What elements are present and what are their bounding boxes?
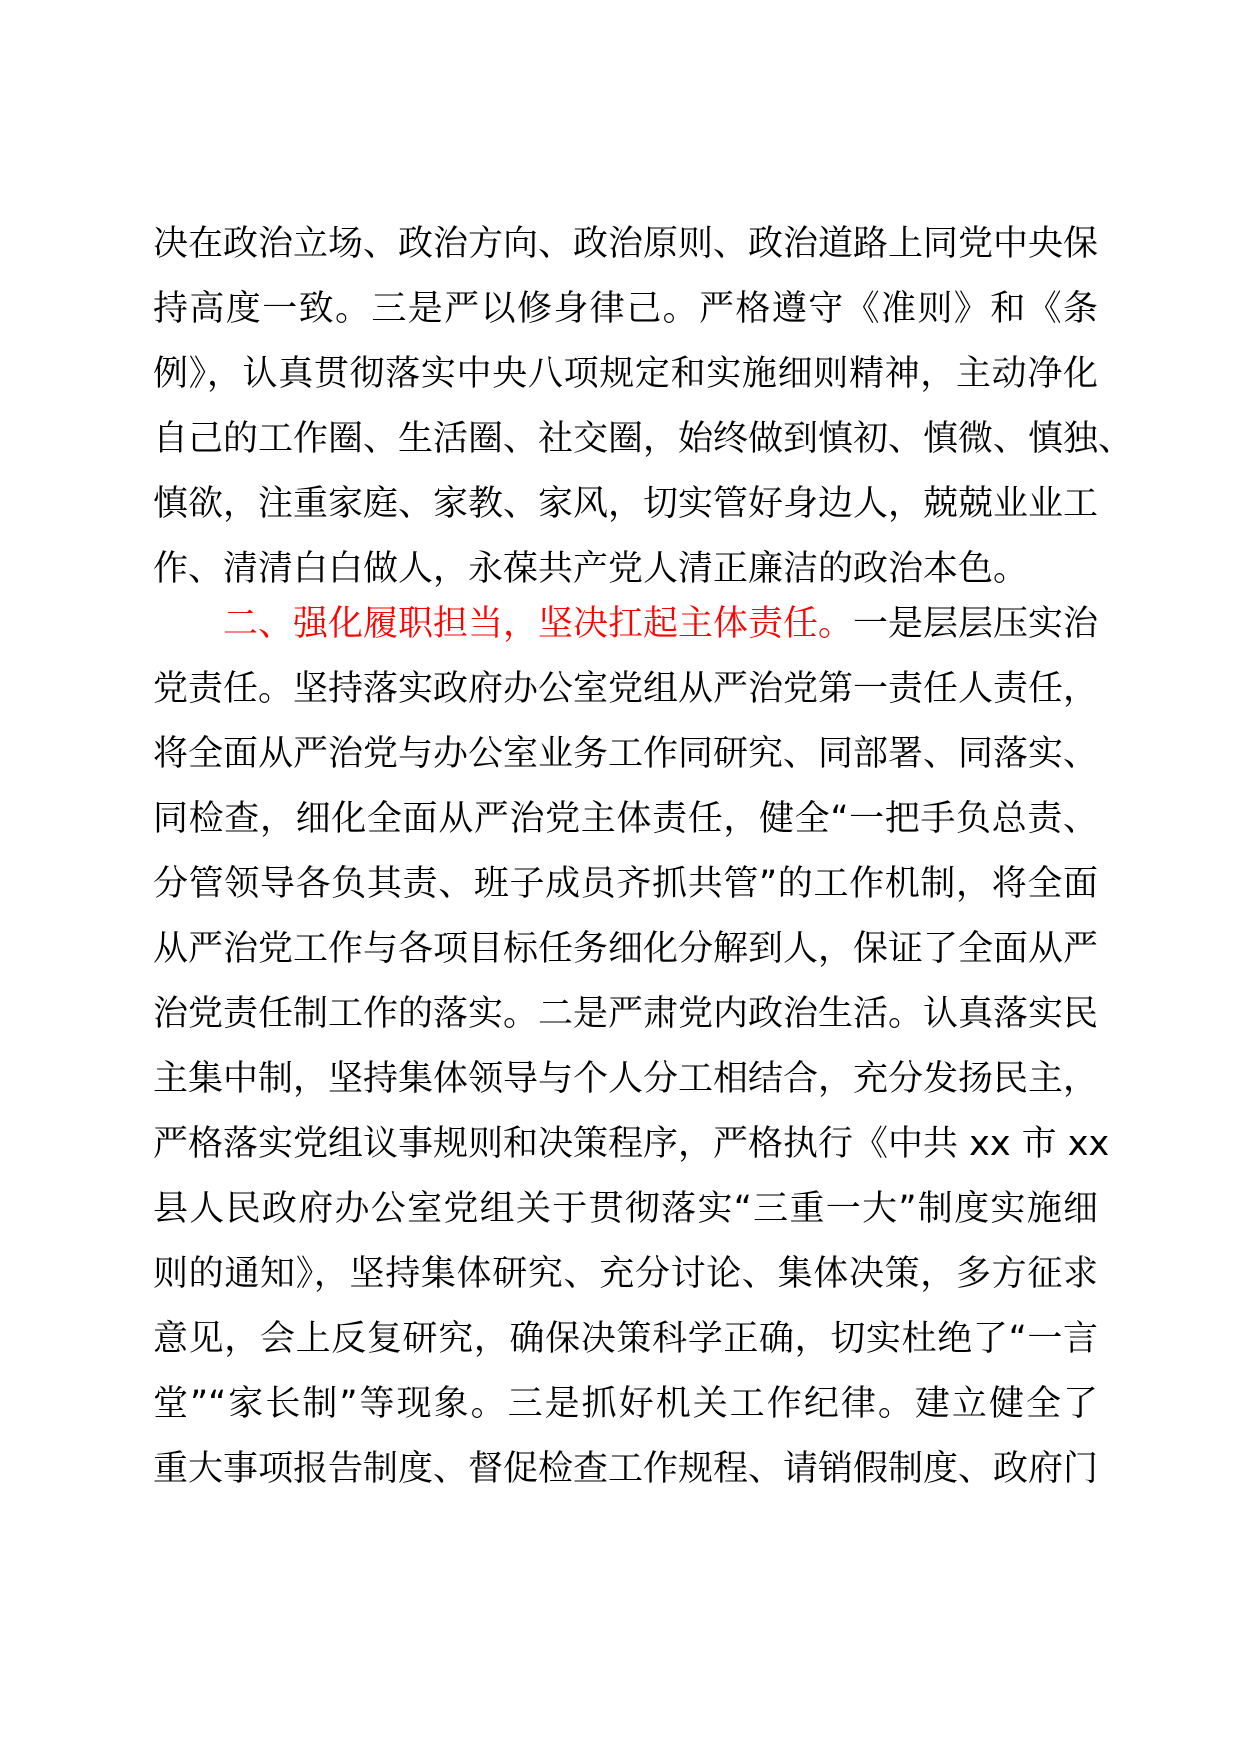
section-heading: 二、强化履职担当，坚决扛起主体责任。 [223, 604, 854, 644]
paragraph-2-line: 将全面从严治党与办公室业务工作同研究、同部署、同落实、 [153, 734, 1099, 774]
paragraph-1-line: 决在政治立场、政治方向、政治原则、政治道路上同党中央保 [153, 224, 1099, 264]
paragraph-2-line: 分管领导各负其责、班子成员齐抓共管”的工作机制，将全面 [153, 864, 1098, 904]
paragraph-2-line: 意见，会上反复研究，确保决策科学正确，切实杜绝了“一言 [153, 1319, 1098, 1359]
paragraph-1-line: 慎欲，注重家庭、家教、家风，切实管好身边人，兢兢业业工 [153, 484, 1099, 524]
paragraph-2-line: 治党责任制工作的落实。二是严肃党内政治生活。认真落实民 [153, 994, 1099, 1034]
paragraph-1 [153, 212, 1134, 602]
paragraph-2-line: 同检查，细化全面从严治党主体责任，健全“一把手负总责、 [153, 799, 1098, 839]
paragraph-2-line: 严格落实党组议事规则和决策程序，严格执行《中共 xx 市 xx [153, 1124, 1110, 1164]
paragraph-1-line: 作、清清白白做人，永葆共产党人清正廉洁的政治本色。 [153, 549, 1029, 589]
paragraph-2-line: 重大事项报告制度、督促检查工作规程、请销假制度、政府门 [153, 1449, 1099, 1489]
paragraph-2-first-line [153, 592, 1098, 657]
paragraph-2-line: 主集中制，坚持集体领导与个人分工相结合，充分发扬民主， [153, 1059, 1099, 1099]
paragraph-2 [153, 592, 1110, 1502]
paragraph-1-line: 例》，认真贯彻落实中央八项规定和实施细则精神，主动净化 [153, 354, 1098, 394]
paragraph-2-line: 从严治党工作与各项目标任务细化分解到人，保证了全面从严 [153, 929, 1099, 969]
paragraph-2-line: 县人民政府办公室党组关于贯彻落实“三重一大”制度实施细 [153, 1189, 1098, 1229]
paragraph-2-line: 党责任。坚持落实政府办公室党组从严治党第一责任人责任， [153, 669, 1099, 709]
paragraph-2-first-line-text: 一是层层压实治 [853, 604, 1099, 644]
paragraph-2-line: 堂”“家长制”等现象。三是抓好机关工作纪律。建立健全了 [153, 1384, 1098, 1424]
paragraph-1-line: 持高度一致。三是严以修身律己。严格遵守《准则》和《条 [153, 289, 1098, 329]
paragraph-2-line: 则的通知》，坚持集体研究、充分讨论、集体决策，多方征求 [153, 1254, 1098, 1294]
paragraph-1-line: 自己的工作圈、生活圈、社交圈，始终做到慎初、慎微、慎独、 [153, 419, 1134, 459]
